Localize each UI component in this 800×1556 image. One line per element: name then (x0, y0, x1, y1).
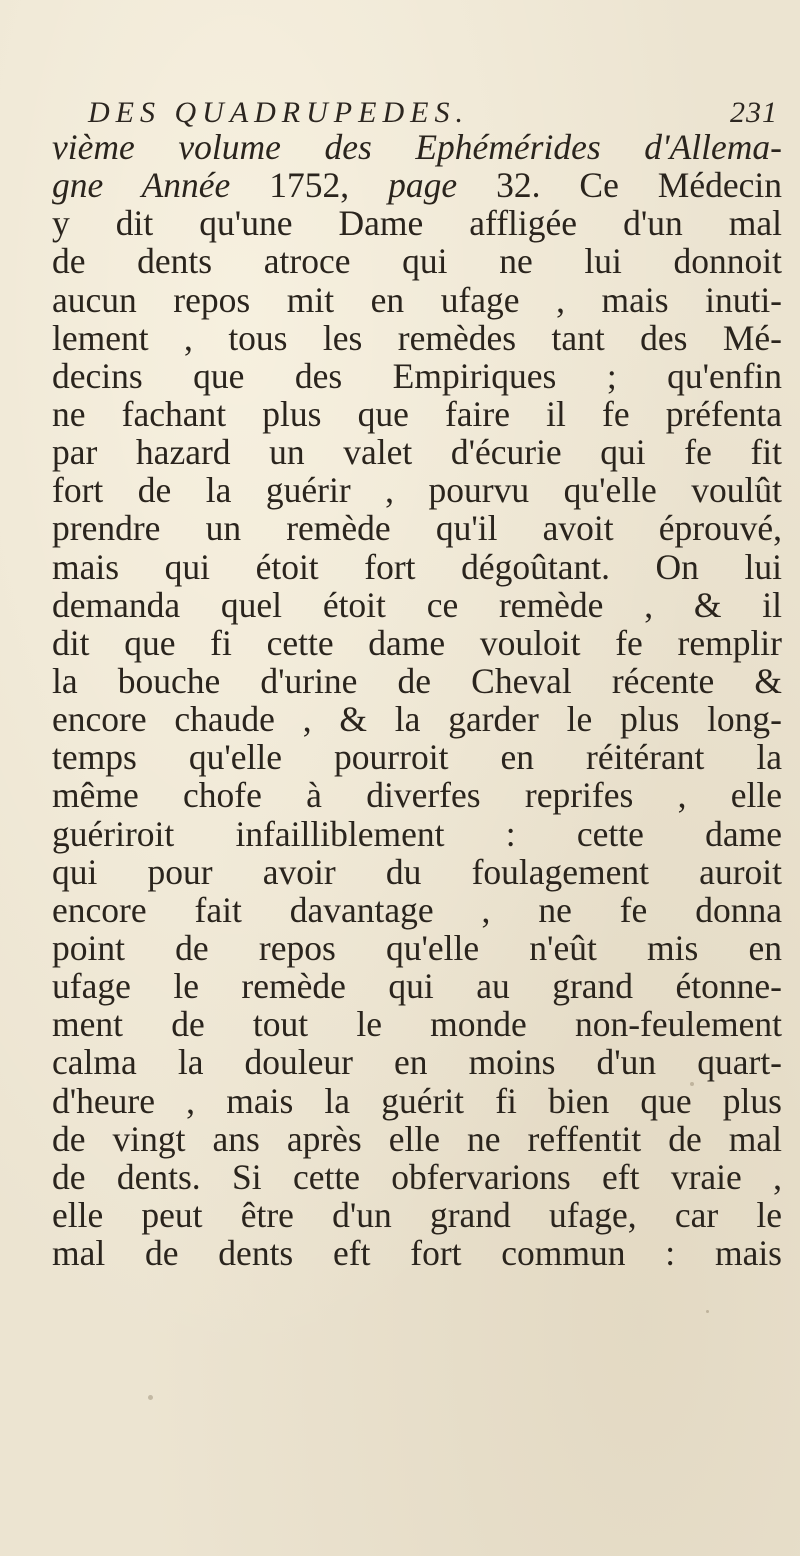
italic-text: vième volume des Ephémérides d'Allema- (52, 127, 782, 167)
text-segment: la bouche d'urine de Cheval récente & (52, 660, 782, 701)
text-line (52, 738, 782, 776)
text-line (52, 891, 782, 929)
text-segment: temps qu'elle pourroit en réitérant la (52, 737, 782, 778)
text-segment: d'heure , mais la guérit fi bien que plus (52, 1080, 782, 1121)
italic-text: page (388, 165, 458, 206)
text-segment: ufage le remède qui au grand étonne- (52, 966, 782, 1007)
text-line (52, 204, 782, 242)
text-segment: elle peut être d'un grand ufage, car le (52, 1194, 782, 1235)
text-segment: calma la douleur en moins d'un quart- (52, 1042, 782, 1083)
text-line (52, 128, 782, 166)
text-segment: prendre un remède qu'il avoit éprouvé, (52, 508, 782, 549)
text-segment: ment de tout le monde non-feulement (52, 1004, 782, 1045)
text-segment: lement , tous les remèdes tant des Mé- (52, 317, 782, 358)
text-segment: point de repos qu'elle n'eût mis en (52, 927, 782, 968)
text-line (52, 967, 782, 1005)
text-line (52, 853, 782, 891)
text-line (52, 509, 782, 547)
text-line (52, 548, 782, 586)
text-line (52, 242, 782, 280)
text-segment: y dit qu'une Dame affligée d'un mal (52, 203, 782, 244)
text-line (52, 815, 782, 853)
text-line (52, 319, 782, 357)
text-line (52, 776, 782, 814)
text-segment: decins que des Empiriques ; qu'enfin (52, 355, 782, 396)
text-line (52, 471, 782, 509)
text-segment: dit que fi cette dame vouloit fe remplir (52, 622, 782, 663)
text-line (52, 433, 782, 471)
text-segment: mal de dents eft fort commun : mais (52, 1233, 782, 1274)
text-segment: , (340, 165, 389, 206)
text-segment: mais qui étoit fort dégoûtant. On lui (52, 546, 782, 587)
text-line (52, 1005, 782, 1043)
text-segment: 32. Ce Médecin (457, 165, 782, 206)
text-segment: demanda quel étoit ce remède , & il (52, 584, 782, 625)
text-segment: qui pour avoir du foulagement auroit (52, 851, 782, 892)
text-segment: même chofe à diverfes reprifes , elle (52, 775, 782, 816)
text-line (52, 395, 782, 433)
italic-text: gne Année (52, 165, 270, 206)
text-segment: 1752 (269, 165, 341, 206)
text-line (52, 586, 782, 624)
text-line (52, 281, 782, 319)
paper-speck (148, 1395, 153, 1400)
text-segment: de dents atroce qui ne lui donnoit (52, 241, 782, 282)
paper-speck (706, 1310, 709, 1313)
text-line (52, 624, 782, 662)
text-line (52, 1120, 782, 1158)
page-number: 231 (730, 96, 778, 129)
text-segment: aucun repos mit en ufage , mais inuti- (52, 279, 782, 320)
text-line (52, 929, 782, 967)
text-segment: de dents. Si cette obfervarions eft vraie , (52, 1156, 782, 1197)
text-segment: encore chaude , & la garder le plus long- (52, 699, 782, 740)
text-line (52, 1234, 782, 1272)
text-line (52, 1158, 782, 1196)
text-segment: par hazard un valet d'écurie qui fe fit (52, 432, 782, 473)
text-segment: encore fait davantage , ne fe donna (52, 889, 782, 930)
text-line (52, 166, 782, 204)
text-segment: guériroit infailliblement : cette dame (52, 813, 782, 854)
text-line (52, 357, 782, 395)
body-text (52, 128, 782, 1272)
text-segment: ne fachant plus que faire il fe préfenta (52, 393, 782, 434)
paper-speck (690, 1082, 694, 1086)
text-line (52, 1082, 782, 1120)
text-line (52, 700, 782, 738)
text-line (52, 662, 782, 700)
text-line (52, 1196, 782, 1234)
text-segment: fort de la guérir , pourvu qu'elle voulût (52, 470, 782, 511)
text-segment: de vingt ans après elle ne reffentit de mal (52, 1118, 782, 1159)
running-head: DES QUADRUPEDES. (88, 96, 469, 129)
text-line (52, 1043, 782, 1081)
